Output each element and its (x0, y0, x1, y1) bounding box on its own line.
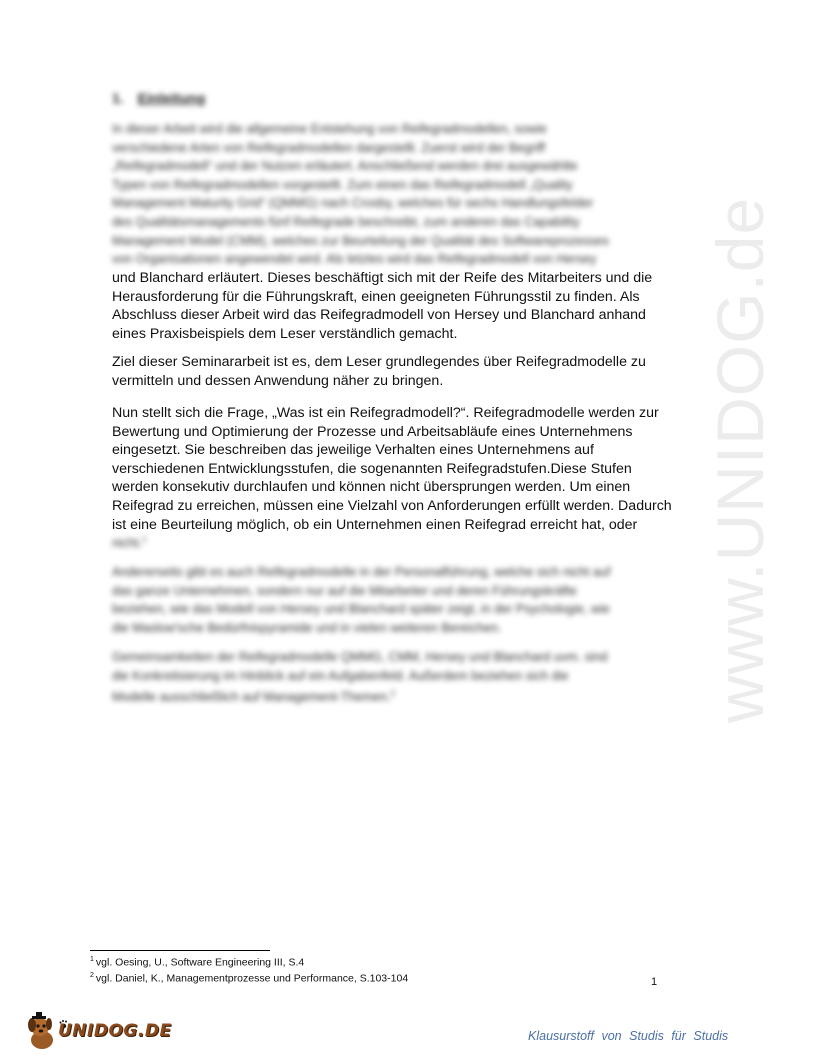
text-line: werden konsekutiv durchlaufen und können nicht übersprungen werden. Um einen (112, 479, 631, 496)
section-heading (112, 90, 205, 106)
footnote (90, 972, 408, 985)
footnote-mark: 2 (90, 972, 94, 979)
text-line: beziehen, wie das Modell von Hersey und Blanchard später zeigt, in der Psychologie, wie (112, 602, 610, 617)
text-line: Herausforderung für die Führungskraft, einen geeigneten Führungsstil zu finden. Als (112, 288, 640, 305)
text-line: Reifegrad zu erreichen, müssen eine Vielzahl von Anforderungen erfüllt werden. Dadurch (112, 497, 672, 514)
footnote (90, 956, 304, 969)
watermark-text: www.UNIDOG.de (703, 196, 777, 724)
page-number: 1 (651, 976, 658, 988)
text-line: Bewertung und Optimierung der Prozesse und Arbeitsabläufe eines Unternehmens (112, 423, 633, 440)
watermark (640, 190, 840, 730)
paragraph-goal (112, 353, 662, 390)
text-line: eines Praxisbeispiels dem Leser verständlich gemacht. (112, 325, 458, 342)
text-line: die Maslow'sche Bedürfnispyramide und in vielen weiteren Bereichen. (112, 620, 502, 635)
paragraph-definition-end (112, 531, 662, 553)
text-line: die Konkretisierung im Hinblick auf ein Aufgabenfeld. Außerdem beziehen sich die (112, 668, 569, 683)
text-line: Gemeinsamkeiten der Reifegradmodelle QMMG, CMM, Hersey und Blanchard uvm. sind (112, 650, 608, 664)
text-line: Andererseits gibt es auch Reifegradmodelle in der Personalführung, welche sich nicht auf (112, 565, 611, 579)
logo-text: UNIDOG.DE (58, 1021, 172, 1041)
text-line: und Blanchard erläutert. Dieses beschäftigt sich mit der Reife des Mitarbeiters und die (112, 270, 653, 286)
footnote-text: vgl. Oesing, U., Software Engineering III, S.4 (95, 956, 305, 969)
text-line: Nun stellt sich die Frage, „Was ist ein Reifegradmodell?“. Reifegradmodelle werden zur (112, 405, 659, 421)
paragraph-definition (112, 404, 672, 534)
footnote-ref: 2 (390, 689, 396, 699)
text-line: von Organisationen angewendet wird. Als letztes wird das Reifegradmodell von Hersey (112, 252, 597, 267)
footnote-text: vgl. Daniel, K., Managementprozesse und Performance, S.103-104 (95, 972, 409, 985)
text-line: Typen von Reifegradmodellen vorgestellt. Zum einen das Reifegradmodell „Quality (112, 177, 573, 192)
footnote-separator (90, 950, 270, 951)
paragraph-personnel-blurred (112, 563, 662, 637)
footer-tagline: Klausurstoff von Studis für Studis (528, 1029, 729, 1043)
text-line: Management Model (CMM), welches zur Beurteilung der Qualität des Softwareprozesses (112, 233, 609, 248)
text-line: ist eine Beurteilung möglich, ob ein Unternehmen einen Reifegrad erreicht hat, oder (112, 516, 638, 533)
heading-number: 1. (112, 90, 124, 106)
text-line: „Reifegradmodell“ und der Nutzen erläutert. Anschließend werden drei ausgewählte (112, 159, 578, 174)
text-line: vermitteln und dessen Anwendung näher zu bringen. (112, 372, 444, 389)
text-line: verschiedene Arten von Reifegradmodellen dargestellt. Zuerst wird der Begriff (112, 140, 546, 155)
paragraph-intro (112, 269, 662, 343)
text-line: eingesetzt. Sie beschreiben das jeweilige Verhalten eines Unternehmens auf (112, 442, 594, 459)
text-line: nicht. (112, 536, 143, 551)
text-line: das ganze Unternehmen, sondern nur auf die Mitarbeiter und deren Führungskräfte (112, 583, 577, 598)
paragraph-commonalities-blurred (112, 648, 662, 707)
paragraph-intro-blurred (112, 120, 662, 269)
heading-title: Einleitung (137, 90, 206, 106)
text-line: Ziel dieser Seminararbeit ist es, dem Leser grundlegendes über Reifegradmodelle zu (112, 354, 646, 370)
text-line: Management Maturity Grid“ (QMMG) nach Crosby, welches für sechs Handlungsfelder (112, 196, 594, 211)
text-line: Abschluss dieser Arbeit wird das Reifegradmodell von Hersey und Blanchard anhand (112, 307, 646, 324)
footnote-ref: 1 (142, 535, 147, 544)
text-line: Modelle ausschließlich auf Management-Themen. (112, 690, 391, 705)
footnote-mark: 1 (90, 956, 94, 963)
text-line: des Qualitätsmanagements fünf Reifegrade beschreibt, zum anderen das Capability (112, 214, 580, 229)
text-line: In dieser Arbeit wird die allgemeine Entstehung von Reifegradmodellen, sowie (112, 122, 547, 136)
text-line: verschiedenen Entwicklungsstufen, die sogenannten Reifegradstufen.Diese Stufen (112, 460, 632, 477)
